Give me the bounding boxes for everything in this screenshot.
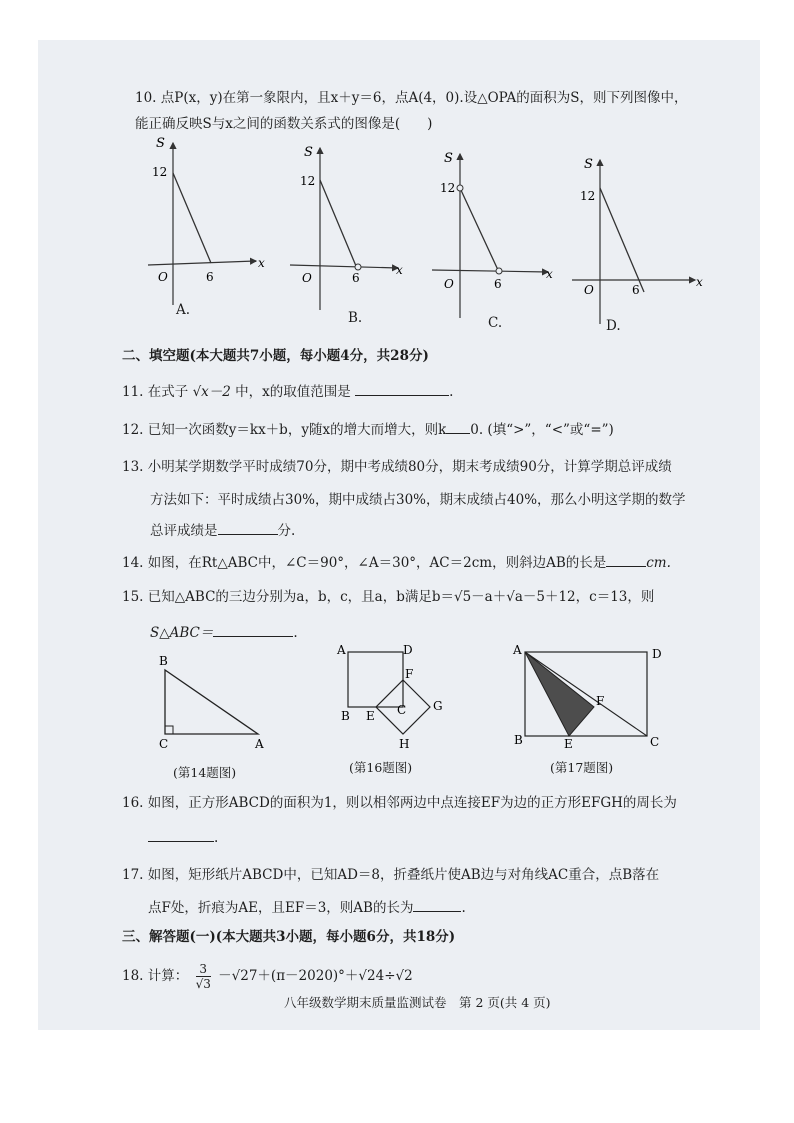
fig16-label-f: F <box>405 667 414 681</box>
figure-17 <box>506 640 671 750</box>
q13-line3 <box>150 519 295 539</box>
page-footer: 八年级数学期末质量监测试卷 第 2 页(共 4 页) <box>284 995 551 1010</box>
q13-line2: 方法如下：平时成绩占30%，期中成绩占30%，期末成绩占40%，那么小明这学期的数学 <box>150 492 686 508</box>
q17-line2 <box>148 896 466 916</box>
graph-b-x-tick: 6 <box>352 271 360 285</box>
q18-numerator: 3 <box>196 962 211 977</box>
fig17-label-b: B <box>514 733 523 747</box>
graph-b-label: B. <box>348 310 363 326</box>
q12 <box>122 418 614 438</box>
q10-line2: 能正确反映S与x之间的函数关系式的图像是( ) <box>135 116 433 132</box>
q14 <box>122 551 671 571</box>
q18-expression: －√27＋(π－2020)°＋√24÷√2 <box>218 968 413 984</box>
q10-line1: 10. 点P(x，y)在第一象限内，且x＋y＝6，点A(4，0).设△OPA的面积为S，则下列图像中， <box>135 90 688 106</box>
q17-answer-blank[interactable] <box>413 899 461 912</box>
q18 <box>122 962 413 991</box>
q15-line2 <box>150 621 298 641</box>
q11 <box>122 380 453 400</box>
q11-text-b: 中，x的取值范围是 <box>235 384 351 400</box>
q15-s-label: S△ABC＝ <box>150 625 214 641</box>
figure-16-caption: (第16题图) <box>349 760 413 775</box>
q18-label: 18. 计算： <box>122 968 189 984</box>
q11-expr: √x－2 <box>192 384 231 400</box>
q12-text-a: 12. 已知一次函数y＝kx＋b，y随x的增大而增大，则k <box>122 422 447 438</box>
graph-a-y-tick: 12 <box>152 165 168 179</box>
q12-answer-blank[interactable] <box>446 421 470 434</box>
q13-line3-a: 总评成绩是 <box>150 523 218 539</box>
graph-c <box>430 146 560 331</box>
q15-line1: 15. 已知△ABC的三边分别为a，b，c，且a，b满足b＝√5－a＋√a－5＋12，c＝13，则 <box>122 589 655 605</box>
fig17-label-d: D <box>652 647 662 661</box>
graph-c-label: C. <box>488 315 503 331</box>
fig16-label-b: B <box>341 709 350 723</box>
graph-a-x-tick: 6 <box>206 270 214 284</box>
graph-b-x-label: x <box>396 263 403 277</box>
fig16-label-a: A <box>337 643 346 657</box>
graph-a <box>138 135 268 320</box>
graph-d <box>570 152 710 337</box>
q17-line2-a: 点F处，折痕为AE，且EF＝3，则AB的长为 <box>148 900 414 916</box>
q16-end: . <box>214 830 219 846</box>
graph-d-label: D. <box>606 318 621 334</box>
graph-d-y-label: S <box>584 157 593 172</box>
graph-d-y-tick: 12 <box>580 189 596 203</box>
exam-page <box>38 40 760 1030</box>
section-3-heading: 三、解答题(一)(本大题共3小题，每小题6分，共18分) <box>122 929 456 945</box>
fig14-label-c: C <box>159 737 169 750</box>
graph-d-x-label: x <box>696 275 703 289</box>
figure-17-caption: (第17题图) <box>550 760 614 775</box>
q16-line1: 16. 如图，正方形ABCD的面积为1，则以相邻两边中点连接EF为边的正方形EFGH的周长为 <box>122 795 677 811</box>
graph-a-y-label: S <box>156 136 165 151</box>
fig17-label-e: E <box>564 737 573 750</box>
q17-line1: 17. 如图，矩形纸片ABCD中，已知AD＝8，折叠纸片使AB边与对角线AC重合，点B落在 <box>122 867 660 883</box>
q11-answer-blank[interactable] <box>355 383 449 396</box>
graph-a-origin: O <box>158 270 168 284</box>
graph-c-y-label: S <box>444 151 453 166</box>
graph-b-origin: O <box>302 271 312 285</box>
q13-line1: 13. 小明某学期数学平时成绩70分，期中考成绩80分，期末考成绩90分，计算学期总评成绩 <box>122 459 672 475</box>
graph-c-origin: O <box>444 277 454 291</box>
graph-a-label: A. <box>176 302 191 318</box>
q14-text-a: 14. 如图，在Rt△ABC中，∠C＝90°，∠A＝30°，AC＝2cm，则斜边AB的长是 <box>122 555 607 571</box>
fig14-label-b: B <box>159 654 168 668</box>
q16-answer-blank[interactable] <box>148 829 214 842</box>
q14-unit: cm. <box>646 555 671 571</box>
graph-b <box>288 140 413 325</box>
fig16-label-g: G <box>433 699 443 713</box>
fig14-label-a: A <box>255 737 264 750</box>
figure-14-caption: (第14题图) <box>173 765 237 780</box>
q18-denominator: √3 <box>195 977 211 991</box>
graph-d-origin: O <box>584 283 594 297</box>
graph-c-y-tick: 12 <box>440 181 456 195</box>
graph-a-x-label: x <box>258 256 265 270</box>
q14-answer-blank[interactable] <box>606 554 646 567</box>
graph-c-x-label: x <box>546 267 553 281</box>
figure-14 <box>148 650 273 750</box>
q13-answer-blank[interactable] <box>218 522 278 535</box>
q11-end: . <box>449 384 454 400</box>
q12-text-b: 0. (填“>”，“<”或“=”) <box>470 422 614 438</box>
q15-end: . <box>293 625 298 641</box>
fig17-label-c: C <box>650 735 660 749</box>
q11-text-a: 11. 在式子 <box>122 384 189 400</box>
fig17-label-a: A <box>513 643 522 657</box>
section-2-heading: 二、填空题(本大题共7小题，每小题4分，共28分) <box>122 348 429 364</box>
graph-b-y-tick: 12 <box>300 174 316 188</box>
fig16-label-c: C <box>397 703 407 717</box>
q17-end: . <box>461 900 466 916</box>
q15-answer-blank[interactable] <box>213 624 293 637</box>
q16-line2 <box>148 829 218 846</box>
graph-d-x-tick: 6 <box>632 283 640 297</box>
fig17-label-f: F <box>596 694 605 708</box>
fig16-label-d: D <box>403 643 413 657</box>
fig16-label-e: E <box>366 709 375 723</box>
q18-fraction <box>196 962 211 991</box>
graph-b-y-label: S <box>304 145 313 160</box>
fig16-label-h: H <box>399 737 410 751</box>
graph-c-x-tick: 6 <box>494 277 502 291</box>
figure-16 <box>333 640 453 755</box>
q13-line3-b: 分. <box>277 523 296 539</box>
